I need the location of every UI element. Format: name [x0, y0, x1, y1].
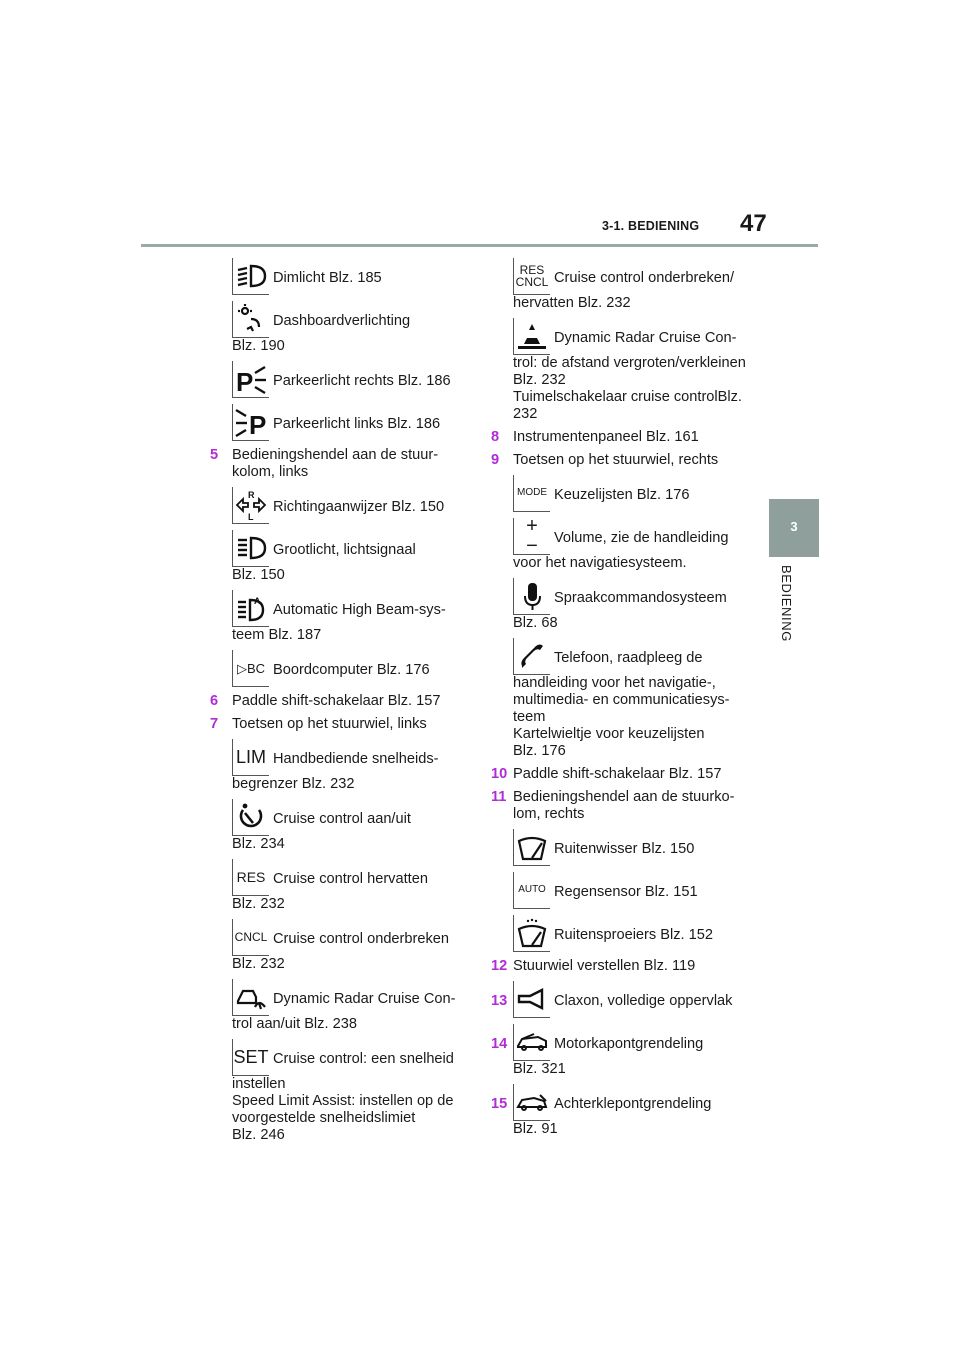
icon-entry — [491, 981, 751, 1018]
icon-entry — [210, 739, 470, 793]
item-text: Instrumentenpaneel Blz. 161 — [513, 429, 699, 445]
cncl-icon: CNCL — [232, 919, 269, 956]
numbered-item — [210, 447, 470, 481]
icon-entry — [210, 919, 470, 973]
icon-entry — [491, 1084, 751, 1138]
item-number: 7 — [210, 716, 219, 732]
entry-text: Ruitensproeiers Blz. 152 — [554, 927, 713, 943]
parking-left-icon — [232, 404, 269, 441]
item-number: 12 — [491, 958, 508, 974]
icon-entry — [491, 829, 751, 866]
icon-entry — [210, 859, 470, 913]
entry-text: Grootlicht, lichtsignaal — [273, 542, 416, 558]
entry-continuation: Blz. 91 — [513, 1121, 558, 1137]
icon-entry — [491, 475, 751, 512]
trunk-icon — [513, 1084, 550, 1121]
entry-text: Volume, zie de handleiding — [554, 530, 729, 546]
page-number: 47 — [740, 210, 767, 237]
item-text: Bedieningshendel aan de stuurko-lom, rechts — [513, 789, 735, 822]
icon-entry — [491, 1024, 751, 1078]
res-icon: RES — [232, 859, 269, 896]
entry-text: Parkeerlicht rechts Blz. 186 — [273, 373, 451, 389]
res-cncl-icon: RES CNCL — [513, 258, 550, 295]
entry-text: Achterklepontgrendeling — [554, 1096, 712, 1112]
entry-text: Dynamic Radar Cruise Con- — [554, 330, 737, 346]
entry-text: Cruise control onderbreken — [273, 931, 450, 947]
svg-text:P: P — [236, 367, 254, 395]
entry-continuation: Blz. 232 — [232, 896, 285, 912]
right-column — [491, 258, 751, 1144]
auto-highbeam-icon — [232, 590, 269, 627]
horn-icon — [513, 981, 550, 1018]
hood-icon — [513, 1024, 550, 1061]
entry-continuation: Blz. 232 — [232, 956, 285, 972]
distance-icon — [513, 318, 550, 355]
svg-text:L: L — [248, 512, 254, 521]
item-number: 11 — [491, 789, 507, 805]
volume-icon: + − — [513, 518, 550, 555]
entry-text: Telefoon, raadpleeg de — [554, 650, 703, 666]
entry-text: Keuzelijsten Blz. 176 — [554, 487, 690, 503]
icon-entry — [210, 799, 470, 853]
item-number: 13 — [491, 993, 508, 1009]
svg-text:R: R — [248, 490, 255, 500]
svg-text:A: A — [254, 596, 261, 606]
chapter-label: BEDIENING — [779, 565, 794, 642]
icon-entry — [210, 404, 470, 441]
set-icon: SET — [232, 1039, 269, 1076]
entry-text: Dashboardverlichting — [273, 313, 411, 329]
entry-text: Cruise control: een snelheid — [273, 1051, 454, 1067]
item-number: 15 — [491, 1096, 508, 1112]
item-text: Toetsen op het stuurwiel, rechts — [513, 452, 719, 468]
entry-text: Ruitenwisser Blz. 150 — [554, 841, 695, 857]
numbered-item — [491, 789, 751, 823]
entry-continuation: teem Blz. 187 — [232, 627, 322, 643]
icon-entry — [210, 1039, 470, 1144]
item-number: 8 — [491, 429, 500, 445]
icon-entry — [210, 258, 470, 295]
item-number: 5 — [210, 447, 219, 463]
numbered-item — [491, 429, 751, 446]
entry-text: Automatic High Beam-sys- — [273, 602, 446, 618]
radar-cruise-icon — [232, 979, 269, 1016]
entry-text: Richtingaanwijzer Blz. 150 — [273, 499, 445, 515]
lowbeam-icon — [232, 258, 269, 295]
cruise-onoff-icon — [232, 799, 269, 836]
icon-entry — [491, 915, 751, 952]
entry-text: Dynamic Radar Cruise Con- — [273, 991, 456, 1007]
phone-icon — [513, 638, 550, 675]
icon-entry — [210, 650, 470, 687]
entry-continuation: voor het navigatiesysteem. — [513, 555, 687, 571]
voice-icon — [513, 578, 550, 615]
item-number: 6 — [210, 693, 219, 709]
entry-continuation: Blz. 190 — [232, 338, 285, 354]
icon-entry — [210, 530, 470, 584]
icon-entry — [210, 590, 470, 644]
entry-text: Spraakcommandosysteem — [554, 590, 727, 606]
entry-text: Claxon, volledige oppervlak — [554, 993, 733, 1009]
numbered-item — [491, 766, 751, 783]
icon-entry — [491, 872, 751, 909]
chapter-number: 3 — [790, 519, 798, 534]
entry-text: Boordcomputer Blz. 176 — [273, 662, 430, 678]
entry-text: Motorkapontgrendeling — [554, 1036, 704, 1052]
entry-continuation: Blz. 321 — [513, 1061, 566, 1077]
item-number: 9 — [491, 452, 500, 468]
icon-entry — [491, 515, 751, 572]
item-text: Paddle shift-schakelaar Blz. 157 — [232, 693, 441, 709]
entry-text: Cruise control aan/uit — [273, 811, 411, 827]
entry-text: Cruise control onderbreken/ — [554, 270, 735, 286]
section-title: 3-1. BEDIENING — [602, 219, 700, 233]
parking-right-icon — [232, 361, 269, 398]
item-number: 14 — [491, 1036, 508, 1052]
entry-text: Handbediende snelheids- — [273, 751, 439, 767]
left-column — [210, 258, 470, 1150]
numbered-item — [491, 452, 751, 469]
entry-text: Cruise control hervatten — [273, 871, 428, 887]
entry-continuation: Blz. 68 — [513, 615, 558, 631]
icon-entry — [491, 318, 751, 423]
auto-icon: AUTO — [513, 872, 550, 909]
entry-continuation: trol: de afstand vergroten/verkleinen Blz. 232 Tuimelschakelaar cruise controlBlz. 232 — [513, 355, 746, 422]
svg-text:P: P — [249, 410, 267, 438]
trip-computer-icon: ▷BC — [232, 650, 269, 687]
entry-continuation: Blz. 150 — [232, 567, 285, 583]
icon-entry — [210, 979, 470, 1033]
mode-icon: MODE — [513, 475, 550, 512]
numbered-item — [491, 958, 751, 975]
speed-limiter-icon: LIM — [232, 739, 269, 776]
entry-text: Parkeerlicht links Blz. 186 — [273, 416, 441, 432]
entry-continuation: hervatten Blz. 232 — [513, 295, 631, 311]
chapter-tab — [769, 499, 819, 557]
icon-entry — [210, 487, 470, 524]
entry-continuation: handleiding voor het navigatie-, multimedia- en communicatiesys-teem Kartelwieltje voor keuzelijsten Blz. 176 — [513, 675, 730, 759]
entry-continuation: begrenzer Blz. 232 — [232, 776, 355, 792]
icon-entry — [491, 258, 751, 312]
washer-icon — [513, 915, 550, 952]
item-text: Stuurwiel verstellen Blz. 119 — [513, 958, 696, 974]
numbered-item — [210, 716, 470, 733]
entry-continuation: instellen Speed Limit Assist: instellen op de voorgestelde snelheidslimiet Blz. 246 — [232, 1076, 454, 1143]
wiper-icon — [513, 829, 550, 866]
item-text: Paddle shift-schakelaar Blz. 157 — [513, 766, 722, 782]
entry-continuation: trol aan/uit Blz. 238 — [232, 1016, 357, 1032]
item-number: 10 — [491, 766, 508, 782]
icon-entry — [491, 638, 751, 760]
numbered-item — [210, 693, 470, 710]
turn-signal-icon — [232, 487, 269, 524]
item-text: Bedieningshendel aan de stuur-kolom, links — [232, 447, 439, 480]
header-rule — [141, 244, 818, 247]
icon-entry — [210, 361, 470, 398]
icon-entry — [210, 301, 470, 355]
item-text: Toetsen op het stuurwiel, links — [232, 716, 427, 732]
entry-text: Dimlicht Blz. 185 — [273, 270, 382, 286]
icon-entry — [491, 578, 751, 632]
highbeam-icon — [232, 530, 269, 567]
entry-continuation: Blz. 234 — [232, 836, 285, 852]
dashboard-light-icon — [232, 301, 269, 338]
entry-text: Regensensor Blz. 151 — [554, 884, 698, 900]
